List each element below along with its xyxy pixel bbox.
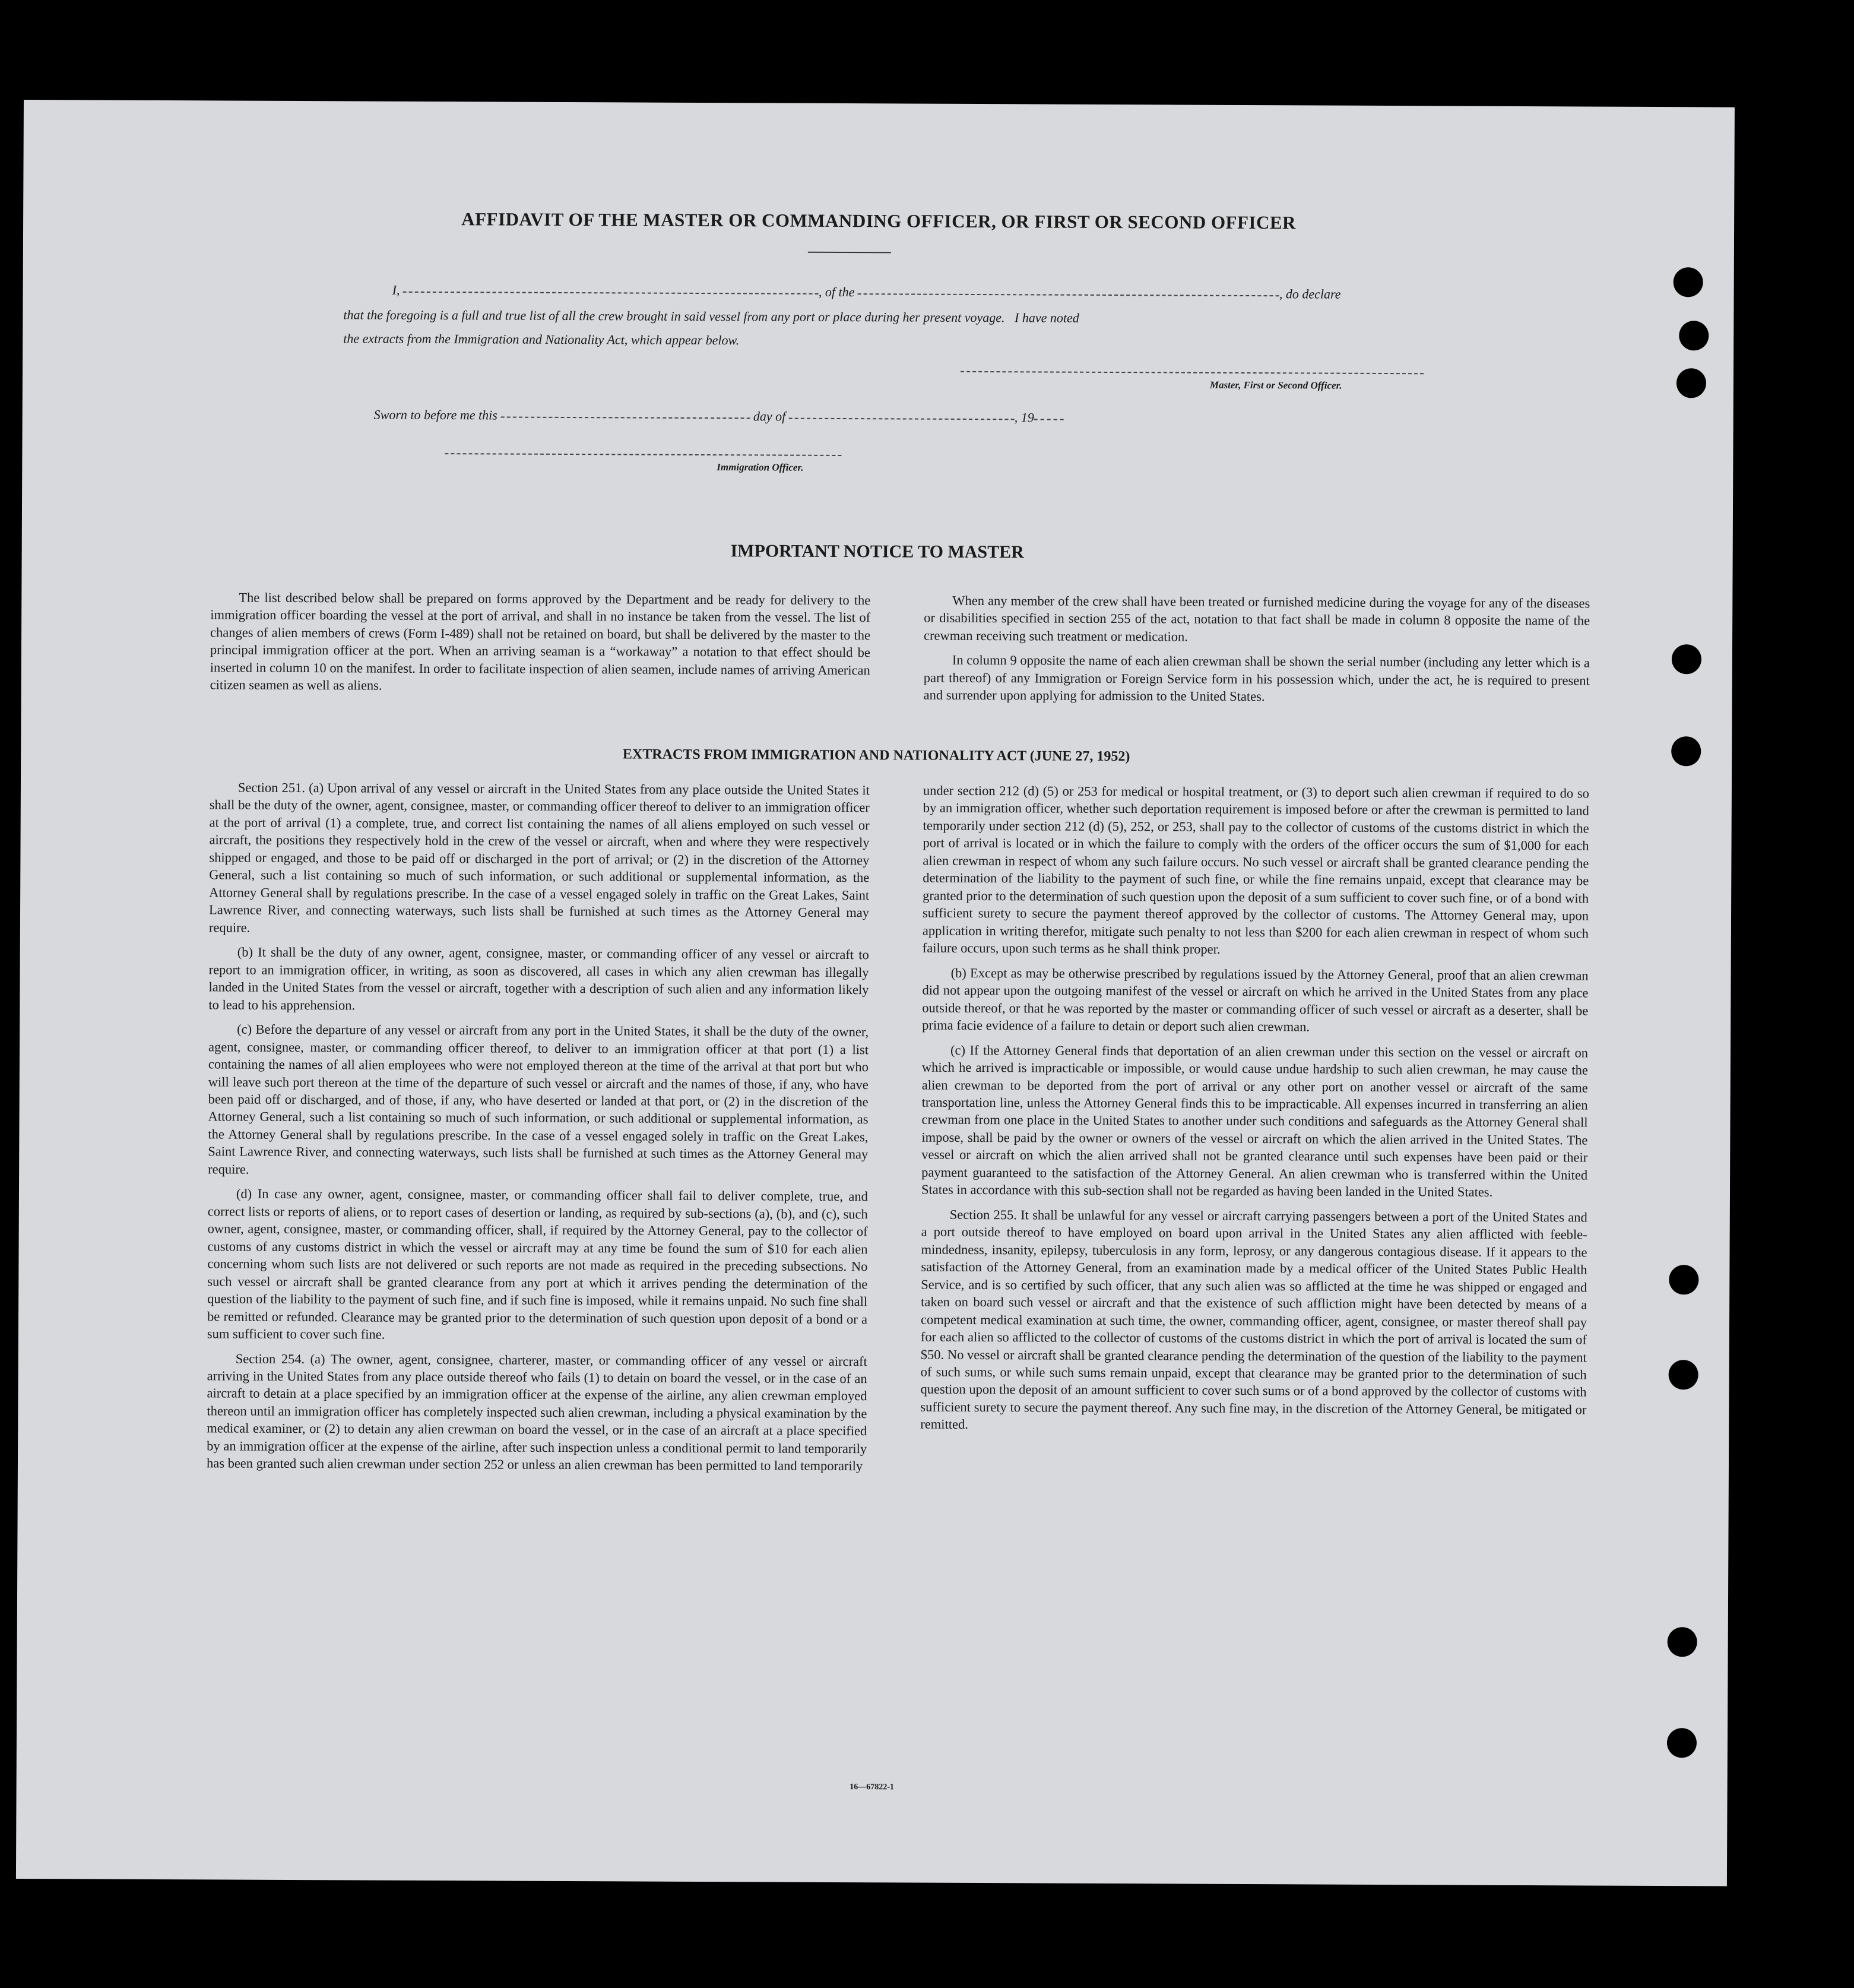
- binder-hole: [1674, 267, 1703, 297]
- master-signature-line[interactable]: [961, 371, 1424, 374]
- binder-hole: [1676, 368, 1706, 398]
- day-of-label: day of: [753, 409, 786, 424]
- notice-left-paragraph: The list described below shall be prepared on forms approved by the Department and be ready for delivery to the immigration officer boarding the vessel at the port of arrival, and shall in no instance be taken from the vessel. The list of changes of alien members of crews (Form I-489) shall not be retained on board, but shall be delivered by the master to the principal immigration officer at the port. When an arriving seaman is a “workaway” a notation to that effect should be inserted in column 10 on the manifest. In order to facilitate inspection of alien seamen, include names of arriving American citizen seamen as well as aliens.: [210, 590, 871, 693]
- notice-right-paragraph-1: When any member of the crew shall have been treated or furnished medicine during the voyage for any of the diseases or disabilities specified in section 255 of the act, notation to that fact shall be made in column 8 opposite the name of the crewman receiving such treatment or medication.: [924, 593, 1590, 644]
- master-name-field[interactable]: [403, 290, 819, 295]
- vessel-name-field[interactable]: [858, 292, 1279, 296]
- officer-signature-line[interactable]: [445, 453, 841, 456]
- decl-i-label: I,: [392, 282, 400, 297]
- year-prefix-label: , 19: [1014, 410, 1034, 425]
- section-254-a: Section 254. (a) The owner, agent, consignee, charterer, master, or commanding officer of any vessel or aircraft arriving in the United States from any place outside thereof who fails (1) to detain on board the vessel, or in the case of an aircraft to detain at a place specified by an immigration officer at the expense of the airline, any alien crewman employed thereon until an immigration officer has completely inspected such alien crewman, including a physical examination by the medical examiner, or (2) to detain any alien crewman on board the vessel, or in the case of an aircraft at a place specified by an immigration officer at the expense of the airline, after such inspection unless a conditional permit to land temporarily has been granted such alien crewman under section 252 or unless an alien crewman has been permitted to land temporarily: [206, 1351, 867, 1474]
- section-254-a-cont: under section 212 (d) (5) or 253 for medical or hospital treatment, or (3) to deport such alien crewman if required to do so by an immigration officer, whether such deportation requirement is imposed before or after the crewman is permitted to land temporarily under section 212 (d) (5), 252, or 253, shall pay to the collector of customs of the customs district in which the port of arrival is located or in which the failure to comply with the orders of the officer occurs the sum of $1,000 for each alien crewman in respect of whom any such failure occurs. No such vessel or aircraft shall be granted clearance pending the determination of the liability to the payment of such fine, or while the fine remains unpaid, except that clearance may be granted prior to the determination of such question upon the deposit of a sum sufficient to cover such fine, or of a bond with sufficient surety to secure the payment thereof approved by the collector of customs. The Attorney General may, upon application in writing therefor, mitigate such penalty to not less than $200 for each alien crewman in respect of whom such failure occurs, upon such terms as he shall think proper.: [922, 783, 1589, 957]
- binder-hole: [1672, 644, 1701, 674]
- declaration-line-2: that the foregoing is a full and true list of all the crew brought in said vessel from any port or place during her present voyage. I have noted: [343, 307, 1079, 325]
- extracts-right-column: [920, 782, 1589, 1443]
- section-254-b: (b) Except as may be otherwise prescribed by regulations issued by the Attorney General, proof that an alien crewman did not appear upon the outgoing manifest of the vessel or aircraft on which he arrived in the United States from any place outside thereof, or that he was reported by the master or commanding officer of such vessel or aircraft as a deserter, shall be prima facie evidence of a failure to detain or deport such alien crewman.: [922, 965, 1589, 1034]
- notice-right-column: [924, 592, 1590, 714]
- extracts-left-column: [207, 778, 870, 1482]
- title-underline: [808, 252, 891, 254]
- declaration-line-3: the extracts from the Immigration and Nationality Act, which appear below.: [343, 331, 740, 348]
- section-255: Section 255. It shall be unlawful for any vessel or aircraft carrying passengers between a port of the United States and a port outside thereof to have employed on board upon arrival in the United States any alien afflicted with feeble-mindedness, insanity, epilepsy, tuberculosis in any form, leprosy, or any dangerous contagious disease. If it appears to the satisfaction of the Attorney General, from an examination made by a medical officer of the United States Public Health Service, and is so certified by such officer, that any such alien was so afflicted at the time he was shipped or engaged and taken on board such vessel or aircraft and that the existence of such affliction might have been detected by means of a competent medical examination at such time, the owner, commanding officer, agent, consignee, or master thereof shall pay for each alien so afflicted to the collector of customs of the customs district in which the port of arrival is located the sum of $50. No vessel or aircraft shall be granted clearance pending the determination of the question of the liability to the payment of such sums, or while such sums remain unpaid, except that clearance may be granted prior to the determination of such question upon the deposit of an amount sufficient to cover such sums or of a bond approved by the collector of customs with sufficient surety to secure the payment thereof. Any such fine may, in the discretion of the Attorney General, be mitigated or remitted.: [920, 1207, 1587, 1432]
- sworn-year-field[interactable]: [1034, 417, 1064, 420]
- binder-hole: [1669, 1360, 1698, 1389]
- notice-left-column: [210, 588, 871, 704]
- binder-hole: [1679, 321, 1709, 350]
- notice-right-paragraph-2: In column 9 opposite the name of each alien crewman shall be shown the serial number (including any letter which is a part thereof) of any Immigration or Foreign Service form in his possession which, under the act, he is required to present and surrender upon applying for admission to the United States.: [923, 653, 1590, 704]
- extracts-heading: EXTRACTS FROM IMMIGRATION AND NATIONALITY ACT (JUNE 27, 1952): [622, 746, 1130, 765]
- declaration-line-1: [392, 283, 1341, 302]
- officer-signature-label: Immigration Officer.: [717, 461, 804, 473]
- sworn-day-field[interactable]: [500, 415, 750, 419]
- decl-do-declare-label: , do declare: [1279, 286, 1341, 302]
- form-sheet: [16, 100, 1735, 1886]
- sworn-line: [374, 407, 1064, 426]
- section-251-d: (d) In case any owner, agent, consignee, master, or commanding officer shall fail to deliver complete, true, and correct lists or reports of aliens, or to report cases of desertion or landing, as required by sub-sections (a), (b), and (c), such owner, agent, consignee, master, or commanding officer, shall, if required by the Attorney General, pay to the collector of customs of any customs district in which the vessel or aircraft may at any time be found the sum of $10 for each alien concerning whom such lists are not delivered or such reports are not made as required in the preceding subsections. No such vessel or aircraft shall be granted clearance from any port at which it arrives pending the determination of the question of the liability to the payment of such fine, and if such fine is imposed, while it remains unpaid. No such fine shall be remitted or refunded. Clearance may be granted prior to the determination of such question upon deposit of a bond or a sum sufficient to cover such fine.: [207, 1186, 869, 1342]
- notice-heading: IMPORTANT NOTICE TO MASTER: [730, 541, 1024, 562]
- section-251-a: Section 251. (a) Upon arrival of any vessel or aircraft in the United States from any place outside the United States it shall be the duty of the owner, agent, consignee, master, or commanding officer thereof to deliver to an immigration officer at the port of arrival (1) a complete, true, and correct list containing the names of all aliens employed on such vessel or aircraft, the positions they respectively hold in the crew of the vessel or aircraft, when and where they were respectively shipped or engaged, and those to be paid off or discharged in the port of arrival; or (2) in the discretion of the Attorney General, such a list containing so much of such information, or such additional or supplemental information, as the Attorney General shall by regulations prescribe. In the case of a vessel engaged solely in traffic on the Great Lakes, Saint Lawrence River, and connecting waterways, such lists shall be furnished at such times as the Attorney General may require.: [208, 780, 870, 935]
- binder-hole: [1668, 1627, 1697, 1657]
- sworn-month-field[interactable]: [789, 417, 1015, 420]
- section-251-c: (c) Before the departure of any vessel or aircraft from any port in the United States, it shall be the duty of the owner, agent, consignee, master, or commanding officer thereof, to deliver to an immigration officer at that port (1) a list containing the names of all alien employees who were not employed thereon at the time of the arrival at that port but who will leave such port thereon at the time of the departure of such vessel or aircraft and the names of those, if any, who have been paid off or discharged, and of those, if any, who have deserted or landed at that port, or (2) in the discretion of the Attorney General, such a list containing so much of such information, or such additional or supplemental information, as the Attorney General shall by regulations prescribe. In the case of a vessel engaged solely in traffic on the Great Lakes, Saint Lawrence River, and connecting waterways, such lists shall be furnished at such times as the Attorney General may require.: [208, 1021, 869, 1177]
- section-254-c: (c) If the Attorney General finds that deportation of an alien crewman under this section on the vessel or aircraft on which he arrived is impracticable or impossible, or would cause undue hardship to such alien crewman, he may cause the alien crewman to be deported from the port of arrival or any other port on another vessel or aircraft of the same transportation line, unless the Attorney General finds this to be impracticable. All expenses incurred in transferring an alien crewman from one place in the United States to another under such conditions and safeguards as the Attorney General shall impose, shall be paid by the owner or owners of the vessel or aircraft on which the alien arrived in the United States. The vessel or aircraft on which the alien arrived shall not be granted clearance until such expenses have been paid or their payment guaranteed to the satisfaction of the Attorney General. An alien crewman who is transferred within the United States in accordance with this sub-section shall not be regarded as having been landed in the United States.: [921, 1042, 1589, 1200]
- master-signature-label: Master, First or Second Officer.: [1209, 379, 1342, 391]
- section-251-b: (b) It shall be the duty of any owner, agent, consignee, master, or commanding officer of any vessel or aircraft to report to an immigration officer, in writing, as soon as discovered, all cases in which any alien crewman has illegally landed in the United States from the vessel or aircraft, together with a description of such alien and any information likely to lead to his apprehension.: [208, 944, 869, 1013]
- binder-hole: [1667, 1728, 1697, 1758]
- decl-of-the-label: , of the: [818, 284, 855, 300]
- sworn-label: Sworn to before me this: [373, 407, 497, 423]
- affidavit-title: AFFIDAVIT OF THE MASTER OR COMMANDING OFFICER, OR FIRST OR SECOND OFFICER: [461, 208, 1297, 233]
- form-code: 16—67822-1: [850, 1783, 894, 1792]
- binder-hole: [1669, 1265, 1698, 1294]
